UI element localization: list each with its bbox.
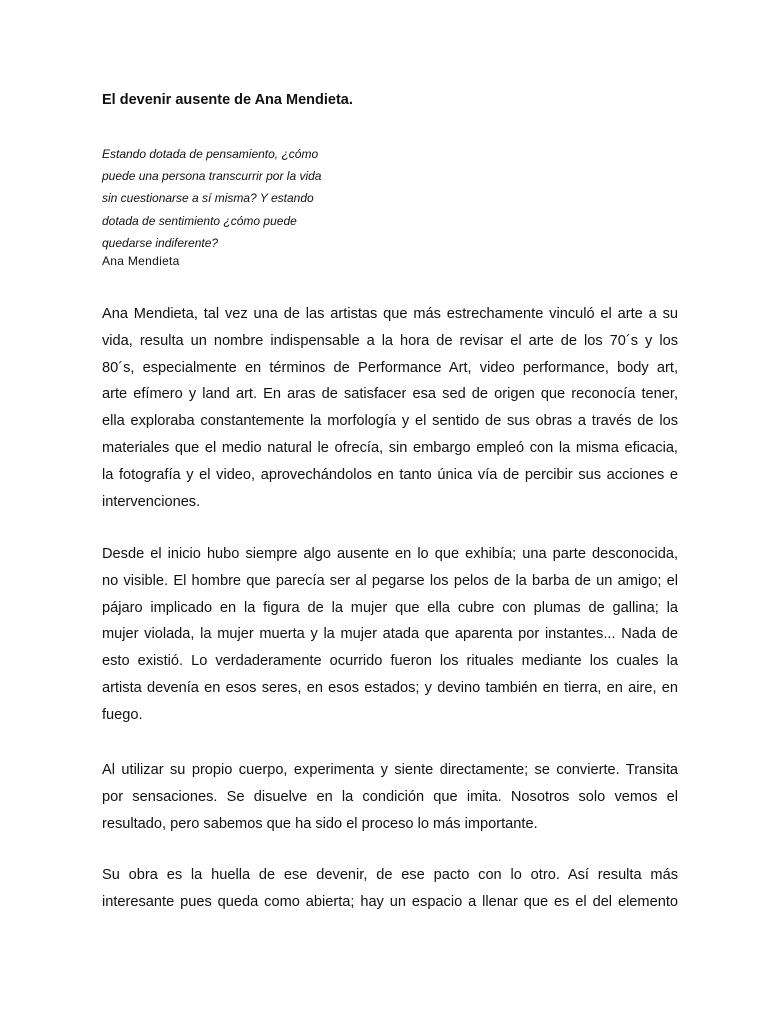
body-paragraph bbox=[102, 301, 678, 515]
body-paragraph bbox=[102, 757, 678, 837]
paragraph-line: Al utilizar su propio cuerpo, experimenta y siente directamente; se convierte. Transita bbox=[102, 762, 678, 778]
paragraph-line: Desde el inicio hubo siempre algo ausente en lo que exhibía; una parte desconocida, bbox=[102, 546, 678, 562]
epigraph-line: sin cuestionarse a sí misma? Y estando bbox=[102, 191, 314, 206]
paragraph-line: Ana Mendieta, tal vez una de las artistas que más estrechamente vinculó el arte a su bbox=[102, 306, 678, 322]
paragraph-line: esto existió. Lo verdaderamente ocurrido fueron los rituales mediante los cuales la bbox=[102, 653, 678, 670]
epigraph-line: Estando dotada de pensamiento, ¿cómo bbox=[102, 147, 319, 161]
paragraph-line: vida, resulta un nombre indispensable a la hora de revisar el arte de los 70´s y los bbox=[102, 332, 678, 349]
epigraph-quote bbox=[102, 143, 362, 254]
paragraph-line: por sensaciones. Se disuelve en la condición que imita. Nosotros solo vemos el bbox=[102, 788, 678, 805]
epigraph-line: puede una persona transcurrir por la vida bbox=[102, 169, 322, 184]
paragraph-line: pájaro implicado en la figura de la mujer que ella cubre con plumas de gallina; la bbox=[102, 599, 678, 616]
paragraph-line: intervenciones. bbox=[102, 493, 201, 510]
epigraph-line: quedarse indiferente? bbox=[102, 235, 219, 250]
paragraph-line: 80´s, especialmente en términos de Performance Art, video performance, body art, bbox=[102, 359, 678, 376]
paragraph-line: Su obra es la huella de ese devenir, de ese pacto con lo otro. Así resulta más bbox=[102, 867, 678, 883]
body-paragraph bbox=[102, 541, 678, 729]
document-title: El devenir ausente de Ana Mendieta. bbox=[102, 92, 353, 108]
paragraph-line: ella exploraba constantemente la morfología y el sentido de sus obras a través de los bbox=[102, 413, 678, 430]
paragraph-line: interesante pues queda como abierta; hay un espacio a llenar que es el del elemento bbox=[102, 893, 678, 910]
epigraph-author: Ana Mendieta bbox=[102, 254, 180, 268]
paragraph-line: arte efímero y land art. En aras de satisfacer esa sed de origen que reconocía tener, bbox=[102, 386, 678, 403]
paragraph-line: artista devenía en esos seres, en esos estados; y devino también en tierra, en aire, en bbox=[102, 679, 678, 696]
paragraph-line: fuego. bbox=[102, 706, 143, 723]
paragraph-line: mujer violada, la mujer muerta y la mujer atada que aparenta por instantes... Nada de bbox=[102, 626, 678, 643]
paragraph-line: materiales que el medio natural le ofrecía, sin embargo empleó con la misma eficacia, bbox=[102, 439, 678, 456]
paragraph-line: no visible. El hombre que parecía ser al pegarse los pelos de la barba de un amigo; el bbox=[102, 572, 678, 589]
paragraph-line: la fotografía y el video, aprovechándolos en tanto única vía de percibir sus acciones e bbox=[102, 466, 678, 483]
paragraph-line: resultado, pero sabemos que ha sido el proceso lo más importante. bbox=[102, 815, 538, 832]
body-paragraph bbox=[102, 862, 678, 916]
epigraph-line: dotada de sentimiento ¿cómo puede bbox=[102, 213, 297, 228]
